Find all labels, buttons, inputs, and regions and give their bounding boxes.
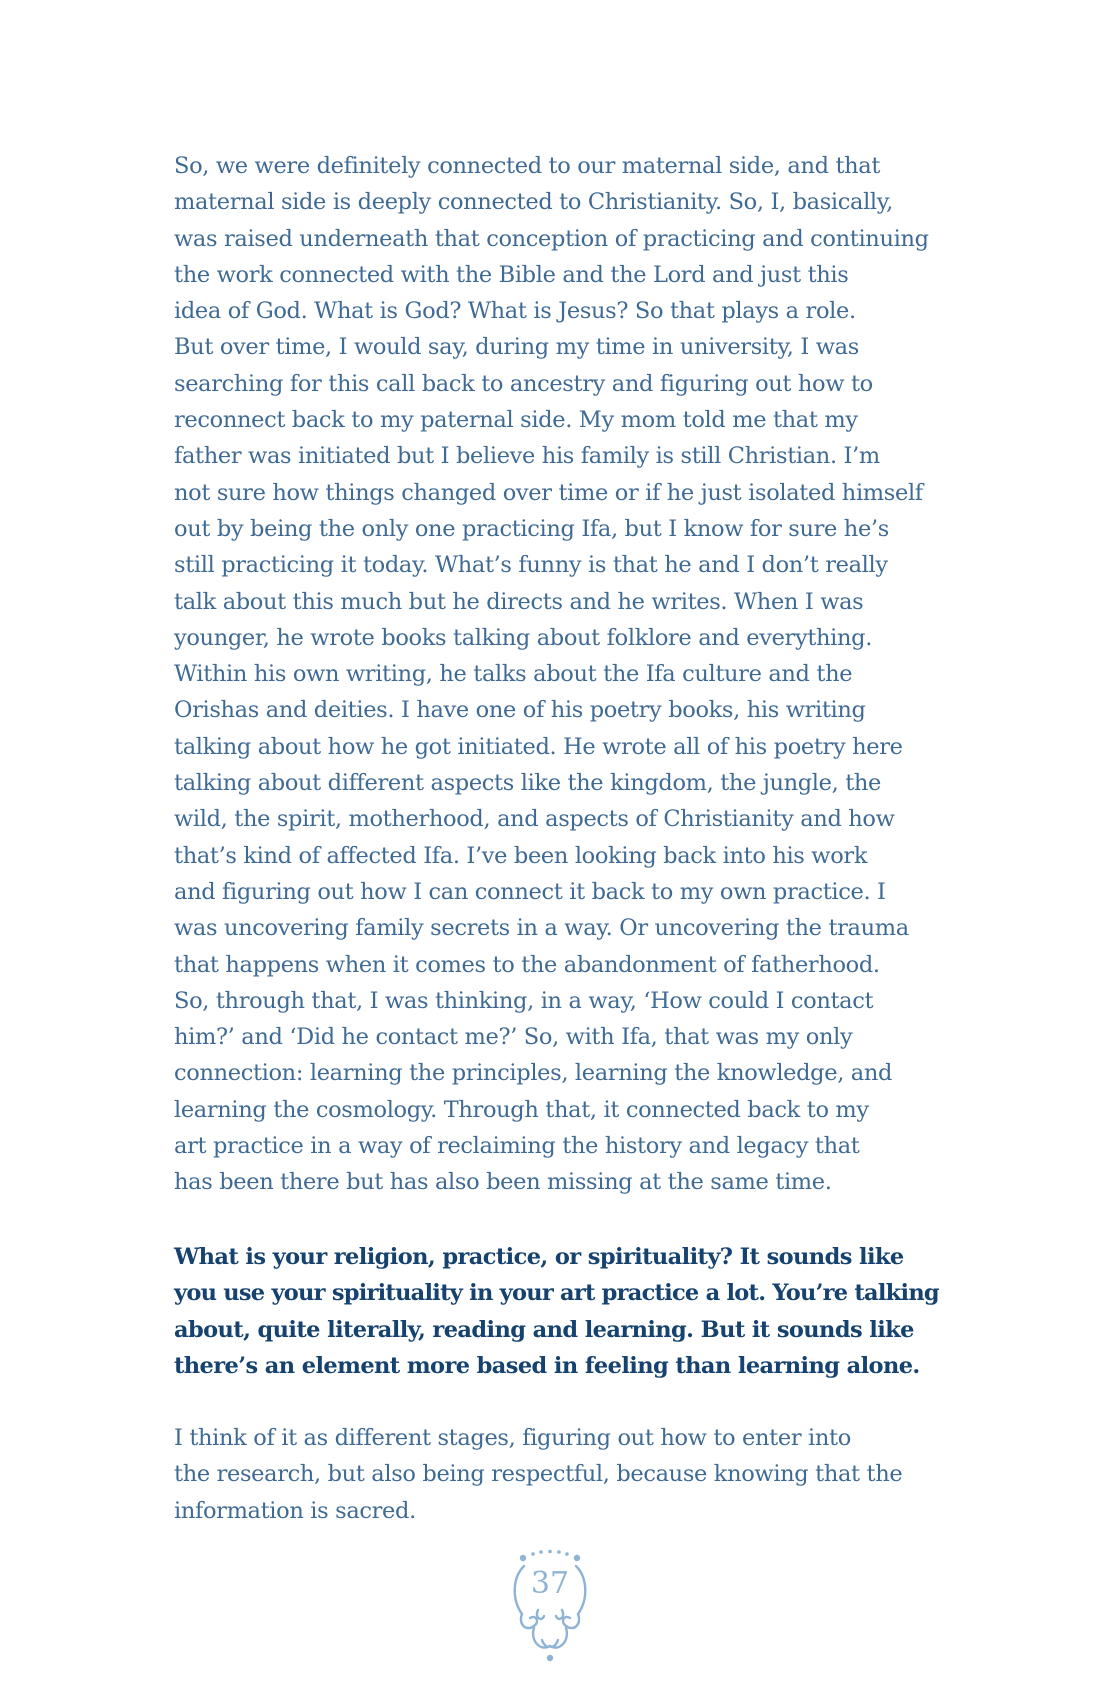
ornament-frame-icon — [500, 1548, 600, 1668]
interview-question — [174, 1239, 944, 1384]
body-line: him?’ and ‘Did he contact me?’ So, with Ifa, that was my only — [174, 1024, 853, 1051]
answer-line: the research, but also being respectful, because knowing that the — [174, 1461, 903, 1488]
page-number-ornament — [500, 1548, 600, 1668]
body-line: But over time, I would say, during my time in university, I was — [174, 334, 859, 361]
body-line: talking about different aspects like the kingdom, the jungle, the — [174, 770, 882, 797]
body-line: not sure how things changed over time or if he just isolated himself — [174, 479, 923, 506]
body-line: reconnect back to my paternal side. My mom told me that my — [174, 407, 858, 434]
body-line: So, we were definitely connected to our maternal side, and that — [174, 153, 881, 179]
body-line: learning the cosmology. Through that, it connected back to my — [174, 1096, 869, 1123]
body-line: and figuring out how I can connect it back to my own practice. I — [174, 878, 886, 905]
body-line: talk about this much but he directs and he writes. When I was — [174, 588, 864, 615]
body-line: has been there but has also been missing at the same time. — [174, 1169, 832, 1196]
question-line: there’s an element more based in feeling than learning alone. — [174, 1352, 920, 1379]
body-paragraph — [174, 148, 944, 1201]
answer-line: I think of it as different stages, figuring out how to enter into — [174, 1425, 851, 1451]
body-line: Orishas and deities. I have one of his poetry books, his writing — [174, 697, 866, 724]
page-number: 37 — [530, 1566, 570, 1601]
body-line: talking about how he got initiated. He wrote all of his poetry here — [174, 733, 903, 760]
body-line: was raised underneath that conception of practicing and continuing — [174, 225, 929, 252]
question-line: What is your religion, practice, or spirituality? It sounds like — [174, 1244, 904, 1270]
body-line: father was initiated but I believe his family is still Christian. I’m — [174, 443, 880, 470]
body-line: art practice in a way of reclaiming the history and legacy that — [174, 1133, 860, 1160]
question-line: about, quite literally, reading and learning. But it sounds like — [174, 1316, 914, 1343]
body-line: younger, he wrote books talking about folklore and everything. — [174, 624, 872, 651]
body-line: that happens when it comes to the abandonment of fatherhood. — [174, 951, 880, 978]
body-line: connection: learning the principles, learning the knowledge, and — [174, 1060, 893, 1087]
body-line: idea of God. What is God? What is Jesus? So that plays a role. — [174, 298, 856, 325]
body-line: searching for this call back to ancestry and figuring out how to — [174, 370, 873, 397]
body-line: Within his own writing, he talks about the Ifa culture and the — [174, 661, 853, 688]
body-line: that’s kind of affected Ifa. I’ve been looking back into his work — [174, 842, 868, 869]
body-line: the work connected with the Bible and the Lord and just this — [174, 261, 849, 288]
answer-paragraph — [174, 1420, 944, 1529]
body-line: still practicing it today. What’s funny is that he and I don’t really — [174, 552, 888, 579]
body-line: out by being the only one practicing Ifa, but I know for sure he’s — [174, 515, 889, 542]
answer-line: information is sacred. — [174, 1497, 416, 1524]
body-line: So, through that, I was thinking, in a way, ‘How could I contact — [174, 987, 874, 1014]
question-line: you use your spirituality in your art practice a lot. You’re talking — [174, 1280, 939, 1307]
body-line: was uncovering family secrets in a way. Or uncovering the trauma — [174, 915, 909, 942]
body-line: maternal side is deeply connected to Christianity. So, I, basically, — [174, 189, 893, 216]
body-line: wild, the spirit, motherhood, and aspects of Christianity and how — [174, 806, 895, 833]
